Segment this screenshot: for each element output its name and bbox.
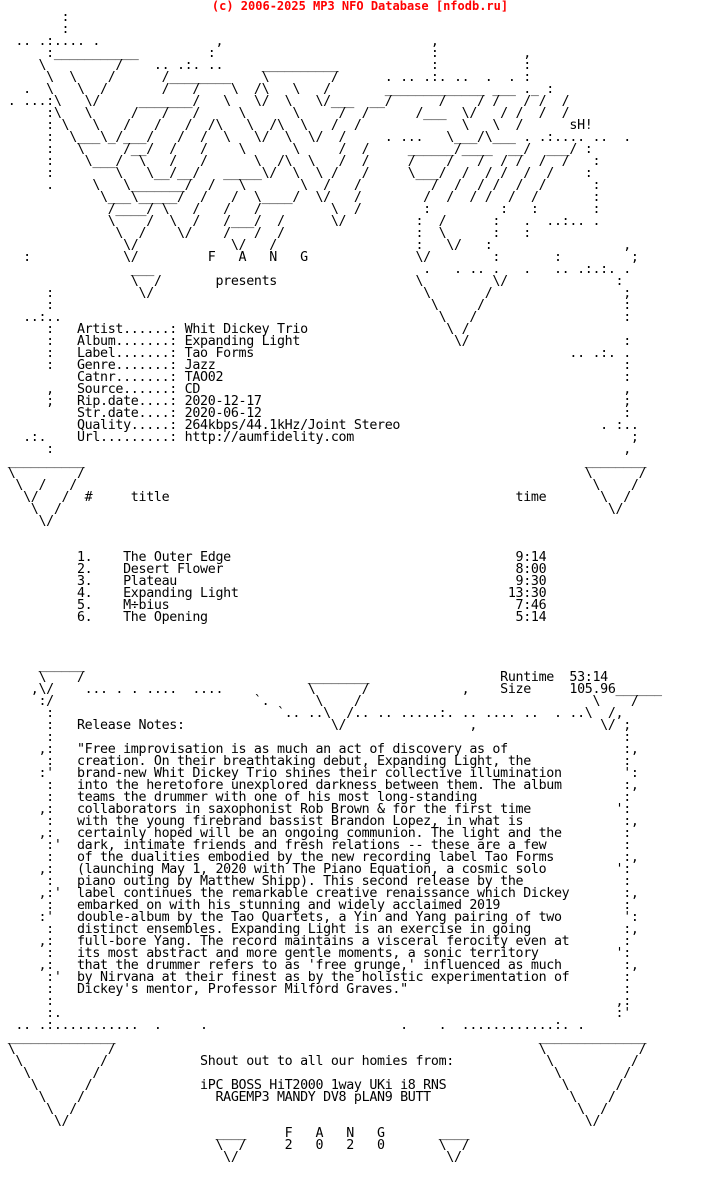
- nfo-document: : : .. .:.... . , , :___________ : : , \ / .. .:. .. __________ : : \ \ / /________ \ / . .. .:. .. . . : . \ \ / / / \ /\ \ / _____________ ___ ._ : . ...:\ \/ _______/ \ \/ \ \/___ __/ / / / / / / :\ \ / / / \ \ / / /___ \/ / / / / : \ \ / / / /\ \ /\ \ / / \ \ / sH! : \___\_/___/ / / \ \/ \ \/ / . ... \___/\___ . .:.... .. . : \ /__/ / / \ \ / / ______/____ __/ ___/ : : \___/ \ / / \ /\ \ / / / / / / / / / : : \ \__/__/ _____\/ \ \ / / \___/ / / / / / : . \ \_______/ / \ \ / / / / / / / / : \___\_____/ / / \____/ \/ / / / / / / / : /____/ \ / / / \ / : : : : \ / \ / /___/ / \/ : / : . ..:.. . \ / \/ / / / : \ : : \/ \/ / : \/ : , : \/ F A N G \/ : : ; ___ . . .. . . .. .:.:. . \ / presents \ \/ : : \/ \ / ; : \ / : ..:.. \ / : : Artist......: Whit Dickey Trio \ / : Album.......: Expanding Light \/ : : Label.......: Tao Forms .. .:. . : Genre.......: Jazz : Catnr.......: TAO02 : , Source......: CD , ; Rip.date....: 2020-12-17 ; Str.date....: 2020-06-12 : Quality.....: 264kbps/44.1kHz/Joint Stereo . :.. .:. Url.........: http://aumfidelity.com ; : , __________ ________ \ / \ / \ / / \ / \/ / # title time \ / \ / \/ \/ 1. The Outer Edge 9:14 2. Desert Flower 8:00 3. Plateau 9:30 4. Expanding Light 13:30 5. M÷bius 7:46 6. The Opening 5:14 ______ \ / ________ Runtime 53:14 ,\/ ... . . .... .... \ / , Size 105.96______ :/ `. \ / \ / : `.. ..\ /.. .. .....:. .. .... .. . ..\ /, : Release Notes: \/ , \/ ; : : ,: "Free improvisation is as much an act of discovery as of :, : creation. On their breathtaking debut, Expanding Light, the : :' brand-new Whit Dickey Trio shines their collective illumination ': : into the heretofore unexplored darkness between them. The album :, : teams the drummer with one of his most long-standing : ,: collaborators in saxophonist Rob Brown & for the first time ': : with the young firebrand bassist Brandon Lopez, in what is :, ,: certainly hoped will be an ongoing communion. The light and the : :' dark, intimate friends and fresh relations -- these are a few : : of the dualities embodied by the new recording label Tao Forms :, ,: (launching May 1, 2020 with The Piano Equation, a cosmic solo ': : piano outing by Matthew Shipp). This second release by the : ,:' label continues the remarkable creative renaissance which Dickey :, : embarked on with his stunning and widely acclaimed 2019 : :' double-album by the Tao Quartets, a Yin and Yang pairing of two ': : distinct ensembles. Expanding Light is an exercise in going :, ,: full-bore Yang. The record maintains a visceral ferocity even at : : its most abstract and more gentle moments, a sonic territory ': ,: that the drummer refers to as 'free grunge,' influenced as much :, :' by Nirvana at their finest as by the holistic experimentation of : : Dickey's mentor, Professor Milford Graves." : : ,: :. :' .. .:........... . . . . ............:. . ______________ ______________ \ / \ / \ / Shout out to all our homies from: \ / \ / \ / \ / iPC BOSS HiT2000 1way UKi i8 RNS \ / \ / RAGEMP3 MANDY DV8 pLAN9 BUTT \ / \ / \ / \/ \/ ____ F A N G ____ \ / 2 0 2 0 \ / \/ \/: [7, 10, 662, 1165]
- site-header: (c) 2006-2025 MP3 NFO Database [nfodb.ru]: [211, 0, 509, 13]
